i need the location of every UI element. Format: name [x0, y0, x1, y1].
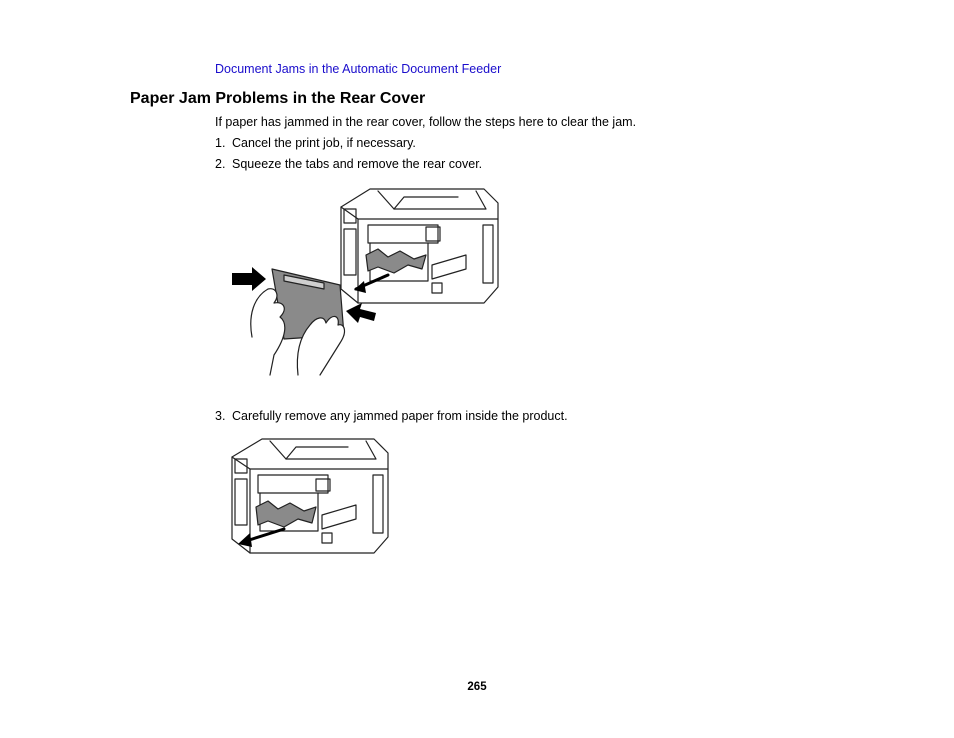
remove-rear-cover-illustration — [228, 185, 503, 380]
step-number: 3. — [215, 409, 226, 423]
page-number: 265 — [467, 681, 487, 693]
printer-rear-view — [232, 439, 388, 553]
step-number: 2. — [215, 157, 226, 171]
related-topic-link[interactable]: Document Jams in the Automatic Document Feeder — [215, 62, 502, 76]
step-1 — [215, 136, 416, 150]
step-2 — [215, 157, 482, 171]
squeeze-arrow-left — [232, 267, 266, 291]
step-number: 1. — [215, 136, 226, 150]
section-heading: Paper Jam Problems in the Rear Cover — [130, 90, 426, 107]
step-text: Cancel the print job, if necessary. — [232, 136, 416, 150]
remove-jammed-paper-illustration — [228, 435, 393, 555]
step-text: Carefully remove any jammed paper from inside the product. — [232, 409, 568, 423]
step-3 — [215, 409, 568, 423]
intro-paragraph: If paper has jammed in the rear cover, follow the steps here to clear the jam. — [215, 115, 637, 129]
step-text: Squeeze the tabs and remove the rear cover. — [232, 157, 483, 171]
squeeze-arrow-right — [346, 303, 376, 323]
